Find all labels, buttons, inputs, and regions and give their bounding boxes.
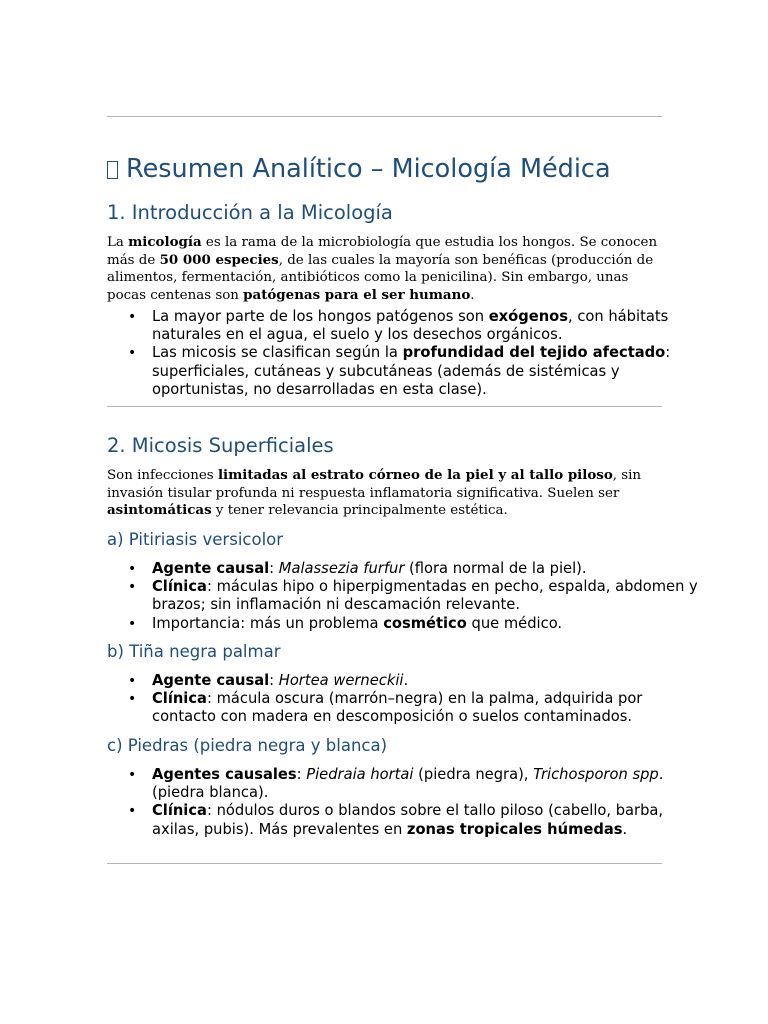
piedras-bullet-list xyxy=(107,766,707,839)
list-item xyxy=(152,802,707,838)
text-run: (piedra negra), xyxy=(413,766,534,783)
list-item xyxy=(152,766,707,802)
bold-run: zonas tropicales húmedas xyxy=(406,820,623,838)
text-run: : xyxy=(269,672,279,689)
text-run: . xyxy=(470,287,475,303)
text-run: , de las cuales la mayoría son benéficas (producción de alimentos, fermentación, antibióticos como la penicilina). Sin embargo, unas pocas centenas son xyxy=(107,252,654,303)
text-run: : xyxy=(269,560,279,577)
text-run: . (piedra blanca). xyxy=(152,766,664,802)
divider-section-2 xyxy=(107,863,662,864)
list-item xyxy=(152,578,707,614)
bold-run: 50 000 especies xyxy=(159,251,279,268)
text-run: : nódulos duros o blandos sobre el tallo piloso (cabello, barba, axilas, pubis). Más prevalentes en xyxy=(152,802,664,838)
bold-run: patógenas para el ser humano xyxy=(243,286,471,303)
text-run: Importancia: más un problema xyxy=(152,614,384,632)
bold-run: Agentes causales xyxy=(152,766,297,783)
text-run: : superficiales, cutáneas y subcutáneas (además de sistémicas y oportunistas, no desarrolladas en esta clase). xyxy=(152,344,671,398)
subheading-pitiriasis: a) Pitiriasis versicolor xyxy=(107,530,284,549)
subheading-tina-negra: b) Tiña negra palmar xyxy=(107,642,281,661)
text-run: La xyxy=(107,235,129,250)
list-item xyxy=(152,615,707,633)
subheading-piedras: c) Piedras (piedra negra y blanca) xyxy=(107,736,388,755)
bold-run: Clínica xyxy=(152,578,207,596)
text-run: Son infecciones xyxy=(107,468,218,483)
tina-negra-bullet-list xyxy=(107,672,707,727)
pitiriasis-bullet-list xyxy=(107,560,707,633)
divider-section-1 xyxy=(107,406,662,407)
bold-run: limitadas al estrato córneo de la piel y al tallo piloso xyxy=(217,467,613,483)
intro-paragraph xyxy=(107,234,662,304)
text-run: : mácula oscura (marrón–negra) en la palma, adquirida por contacto con madera en descomposición o suelos contaminados. xyxy=(152,690,643,726)
text-run: Las micosis se clasifican según la xyxy=(152,344,403,362)
text-run: . xyxy=(622,820,628,838)
text-run: , con hábitats naturales en el agua, el suelo y los desechos orgánicos. xyxy=(152,308,669,344)
missing-glyph-icon xyxy=(107,161,118,179)
section-heading-intro: 1. Introducción a la Micología xyxy=(107,201,393,224)
list-item xyxy=(152,560,707,578)
section-heading-superficial: 2. Micosis Superficiales xyxy=(107,434,334,457)
bold-run: cosmético xyxy=(383,614,467,632)
text-run: es la rama de la microbiología que estudia los hongos. Se conocen más de xyxy=(107,235,658,268)
intro-bullet-list xyxy=(107,308,707,399)
bold-run: micología xyxy=(128,234,202,250)
bold-run: profundidad del tejido afectado xyxy=(402,344,666,362)
bold-run: exógenos xyxy=(488,308,568,325)
italic-run: Piedraia hortai xyxy=(306,766,414,783)
bold-run: Agente causal xyxy=(152,672,270,689)
italic-run: Hortea werneckii xyxy=(278,672,404,689)
bold-run: asintomáticas xyxy=(107,502,212,518)
bold-run: Clínica xyxy=(152,690,207,708)
text-run: . xyxy=(403,672,409,689)
list-item xyxy=(152,308,707,344)
text-run: , sin invasión tisular profunda ni respuesta inflamatoria significativa. Suelen ser xyxy=(107,468,642,501)
page-title-text: Resumen Analítico – Micología Médica xyxy=(126,154,611,184)
list-item xyxy=(152,690,707,726)
text-run: : máculas hipo o hiperpigmentadas en pecho, espalda, abdomen y brazos; sin inflamación ni descamación relevante. xyxy=(152,578,698,614)
italic-run: Malassezia furfur xyxy=(278,560,405,577)
list-item xyxy=(152,344,707,399)
text-run: La mayor parte de los hongos patógenos son xyxy=(152,308,489,325)
text-run: que médico. xyxy=(466,614,563,632)
bold-run: Clínica xyxy=(152,802,207,820)
divider-top xyxy=(107,116,662,117)
text-run: y tener relevancia principalmente estética. xyxy=(211,503,508,518)
page-title xyxy=(107,154,662,185)
bold-run: Agente causal xyxy=(152,560,270,577)
text-run: : xyxy=(296,766,307,783)
list-item xyxy=(152,672,707,690)
superficial-paragraph xyxy=(107,467,662,520)
text-run: (flora normal de la piel). xyxy=(404,560,587,577)
italic-run: Trichosporon spp xyxy=(533,766,659,783)
